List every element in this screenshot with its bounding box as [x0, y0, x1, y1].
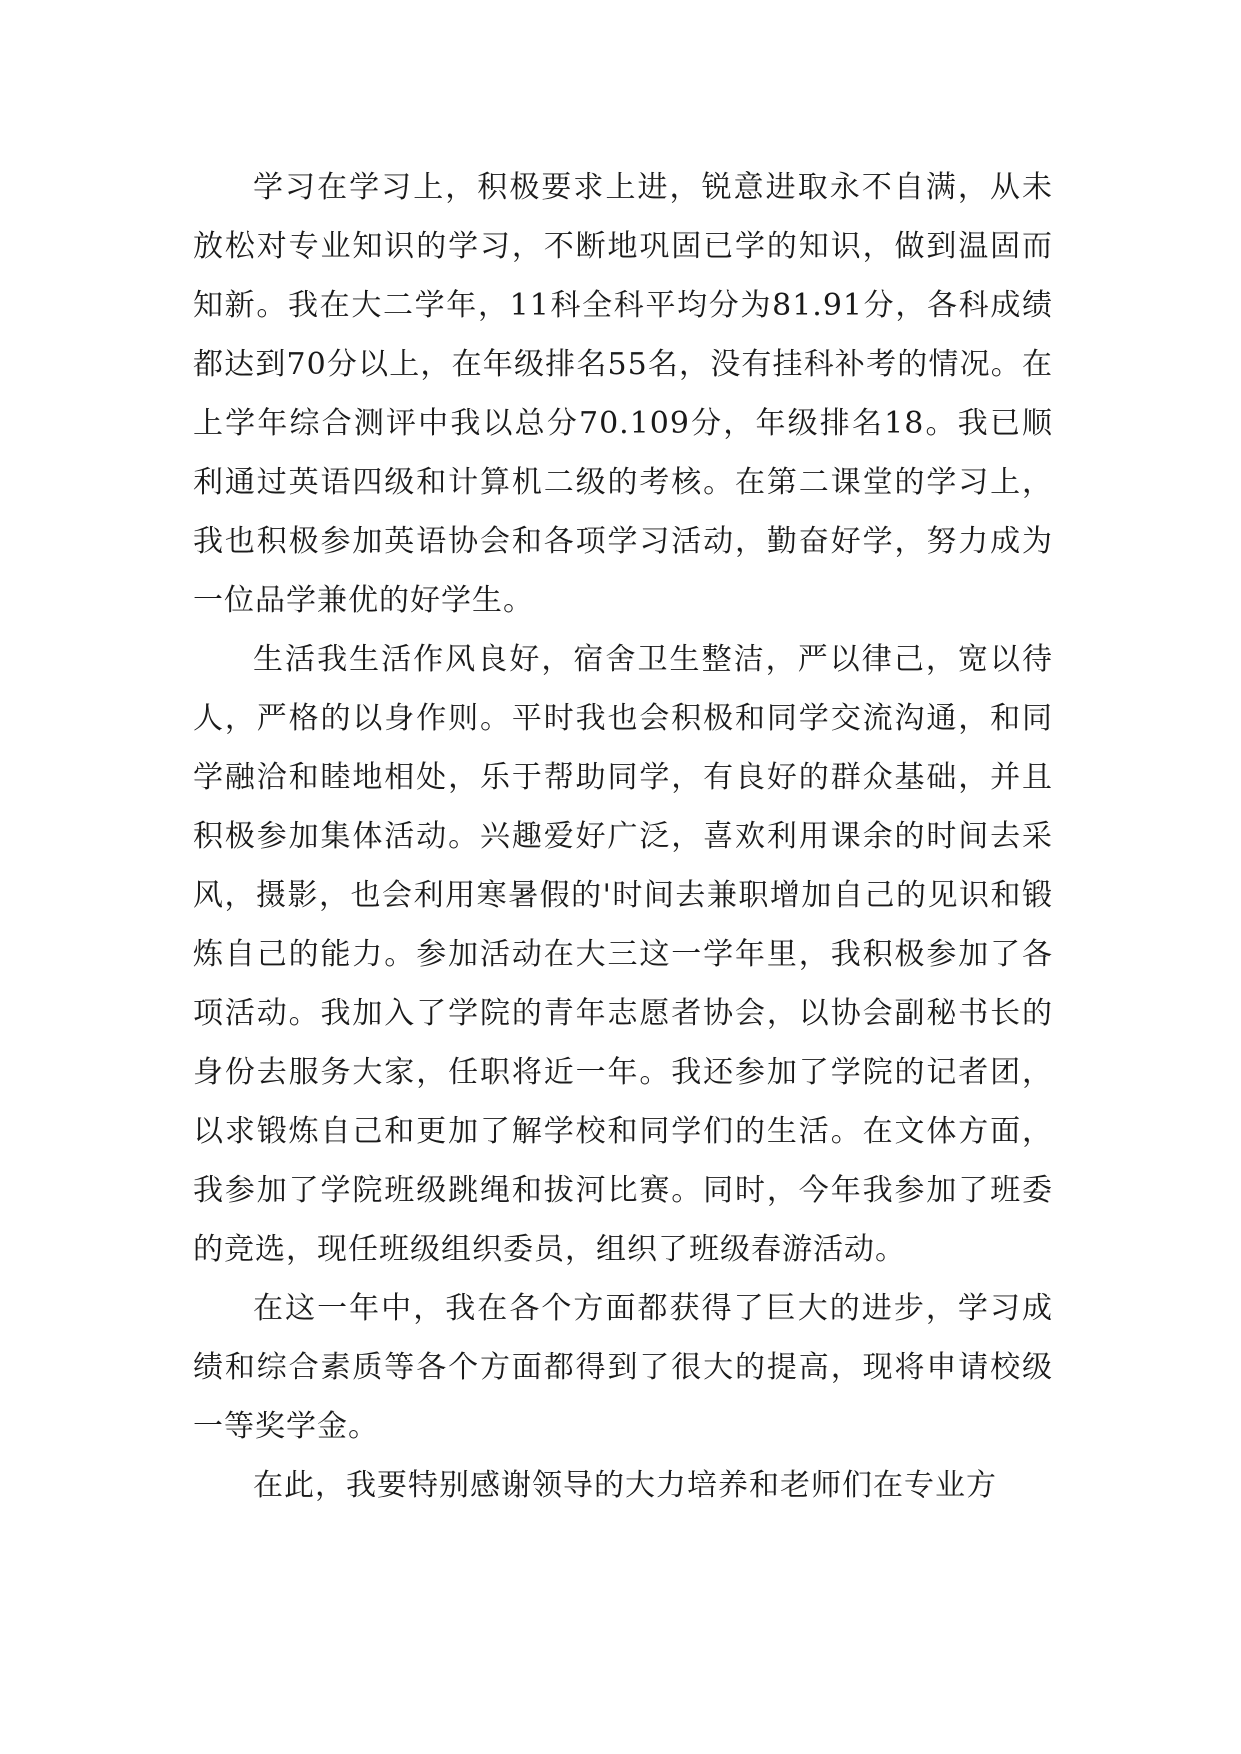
paragraph-summary: 在这一年中，我在各个方面都获得了巨大的进步，学习成绩和综合素质等各个方面都得到了很大的提高，现将申请校级一等奖学金。 [193, 1291, 1053, 1444]
paragraph-study: 学习在学习上，积极要求上进，锐意进取永不自满，从未放松对专业知识的学习，不断地巩固已学的知识，做到温固而知新。我在大二学年，11科全科平均分为81.91分，各科成绩都达到70分以上，在年级排名55名，没有挂科补考的情况。在上学年综合测评中我以总分70.109分，年级排名18。我已顺利通过英语四级和计算机二级的考核。在第二课堂的学习上，我也积极参加英语协会和各项学习活动，勤奋好学，努力成为一位品学兼优的好学生。 [193, 170, 1053, 618]
paragraph-life-activities: 生活我生活作风良好，宿舍卫生整洁，严以律己，宽以待人，严格的以身作则。平时我也会积极和同学交流沟通，和同学融洽和睦地相处，乐于帮助同学，有良好的群众基础，并且积极参加集体活动。兴趣爱好广泛，喜欢利用课余的时间去采风，摄影，也会利用寒暑假的'时间去兼职增加自己的见识和锻炼自己的能力。参加活动在大三这一学年里，我积极参加了各项活动。我加入了学院的青年志愿者协会，以协会副秘书长的身份去服务大家，任职将近一年。我还参加了学院的记者团，以求锻炼自己和更加了解学校和同学们的生活。在文体方面，我参加了学院班级跳绳和拔河比赛。同时，今年我参加了班委的竞选，现任班级组织委员，组织了班级春游活动。 [193, 642, 1053, 1267]
document-page [193, 158, 1053, 1515]
paragraph-thanks: 在此，我要特别感谢领导的大力培养和老师们在专业方 [253, 1468, 997, 1503]
